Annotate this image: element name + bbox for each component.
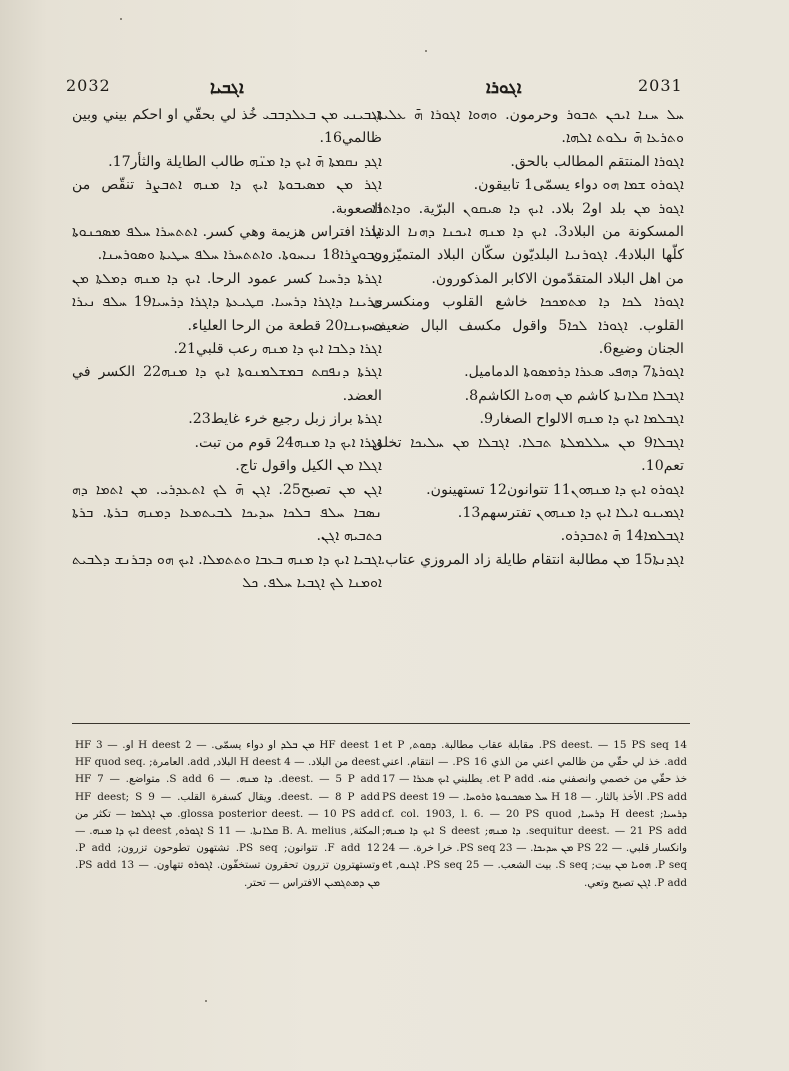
entry: ܐܓܡܝܢܘ ܐܝܠܐ ܐܝܟ ܕܐ ܡܢܗܘܢ تفترسهم13.: [457, 504, 684, 521]
footnotes-right: 14 PS deest. — 15 PS seq. مقابلة عقاب مطالبة. ܕܩܘܬ, et P add. خذ لي حقّي من ظالمي اعني من الذي 16 PS. — انتقام. اعني خذ حقّي من خصمي وانصفني منه. et P add. يطلبني ܐܝܟ ܣܥܪܐ — 17 PS add. الأخذ بالثار. — 18 H ܚܠ ܡܣܟܢܘܬܐ ܘܪܘܚܐ. — 19 PS deest ܕܪܚܝܐ; H deest ܕܪܚܝܐ, cf. col. 1903, l. 6. — 20 PS quod sequitur deest. — 21 PS add. ܕܐ ܡܢܗ; S deest ܐܝܟ ܕܐ ܡܢܗ; وانكسار قلبي. — 22 PS ܡܢ ܚܕܝܟܐ. — 23 PS seq. خرا خرة. — 24 P seq. ܗܘܝܐ ܡܢ بيت; S seq. بيت الشعب. — 25 PS seq. ܐܓܢܘ, et P add. ܐܓܢ تصبح وتعي.: [382, 739, 688, 889]
paper-speck: [425, 50, 427, 52]
entry: ܐܓܠܐ ܡܢ الكيل واقول تاج.: [235, 458, 382, 475]
entry: ܐܓܘܪ ܡܢ بلد او2 بلاد. ܐܝܟ ܕܐ ܣܝܩܘܢ البرّية. ܘܕܐܬܪܐ المسكونة من البلاد3. ܐܝܟ ܕܐ ܡܢܗ ܐܝܟܢܐ ܕܗܢܐ الدنيا كلّها البلاد4. ܐܓܘܪܢܝܐ البلديّون سكّان البلاد المتميّزون من اهل البلاد المتقدّمون الاكابر المذكورون.: [372, 200, 684, 287]
entry: ܐܓܢ ܡܢ تصبح25. ܐܓܢ ܗ̄ ܠܟ ܐܬܥܕܪܝ. ܡܢ ܐܬܡܐ ܕܗ ܢܣܒܐ ܚܠܦ ܒܠܟܐ ܚܕܝܟܐ ܠܒܝܬܡܥܐ ܕܡܢܗ ܒܪܬܐ. ܒܪܬܐ ܟܬܒܝܗ ܐܓܢ.: [72, 481, 382, 545]
paper-speck: [120, 18, 122, 20]
entry: ܚܠ ܚܢܐ ܐܝܟܢ ܬܒܘܪ وحرمون. ܘܗܘܐ ܐܓܘܪܐ ܗ̄ ܥܠܝܬܐ. ܘܬܪܥܐ ܗ̄ ܢܠܘܬ ܐܠܗܐ.: [372, 107, 684, 147]
entry: ܐܓܒܠܐ9 ܡܢ ܚܠܠܡܠܬܐ ܬܒܠܐ. ܐܓܒܠܐ ܡܢ ܚܠܝܟܐ تخلق تعم10.: [372, 434, 684, 475]
left-page-number: 2032: [66, 76, 111, 95]
entry: ܐܓܪܬܐ ܕܢܦܩܬ ܒܡܫܠܡܢܘܬܐ ܐܝܟ ܕܐ ܡܢܗ22 الكسر في العضد.: [72, 364, 382, 404]
footnote-divider: [72, 723, 690, 724]
entry: ܐܓܘܪܐ المنتقم المطالب بالحق.: [510, 153, 684, 170]
entry: ܐܓܘܪܘ ܐܝܟ ܕܐ ܡܢܗܘܢ11 تتوانون12 تستهينون.: [426, 481, 684, 498]
entry: ܐܓܒܠܡܐ14 ܗ̄ ܐܬܒܕܪܘ.: [560, 528, 684, 545]
entry: ܐܓܕ ܢܩܡܬܐ ܗ̄ ܐܝܟ ܕܐ ܡܢ̈ܗ طالب الطايلة والثأر17.: [108, 153, 382, 170]
paper-speck: [205, 1000, 207, 1002]
entry: ܐܓܪܐ ܐܝܟ ܕܐ ܡܢܗ24 قوم من تبت.: [194, 434, 382, 451]
entry: ܐܓܪ ܡܢ ܡܣܝܒܘܬܐ ܐܝܟ ܕܐ ܡܢܗ ܐܬܒܨܪ تنقّص من الصعوبة.: [72, 177, 382, 217]
right-column: [372, 104, 684, 572]
entry: ܐܓܒܝܢܝ ܡܢ ܒܥܠܕܒܒܝ خُذ لي بحقّي او احكم بيني وبين ظالمي16.: [72, 107, 382, 147]
entry: ܐܓܘܪܘ ܫܡܐ ܗܘ دواء يسمّى1 تابيقون.: [473, 177, 684, 194]
entry: ܐܓܪܬܐ براز زبل رجيع خرء غايط23.: [188, 411, 382, 428]
entry: ܐܓܘܪܬܐ7 ܕܗܦܝ ܣܥܪܐ ܕܪܡܣܘܬܐ الدماميل.: [464, 364, 684, 381]
right-running-head: ܐܓܘܪܐ: [486, 78, 522, 98]
entry: ܐܓܪܐ ܕܠܒܐ ܐܝܟ ܕܐ ܡܢܗ رعب قلبي21.: [173, 341, 382, 358]
left-running-head: ܐܓܒܝܐ: [210, 78, 244, 98]
entry: ܐܓܪܬܐ ܕܪܚܝܐ كسر عمود الرحا. ܐܝܟ ܕܐ ܡܢܗ ܕܡܠܬܐ ܡܢ ܩܪܝܢܐ ܕܐܓܪܐ ܕܪܚܝܐ. ܩܛܝܥܬܐ ܕܐܓܪܐ ܕܪܚܝܐ19 ܚܠܦ ܢܝܪܐ ܘܚܙܝܢܐ20 قطعة من الرحا العلياء.: [72, 270, 382, 334]
footnotes-left: 1 HF deest ܡܢ ܒܠܕ او دواء يسمّى. — 2 H deest او. — 3 HF deest من البلاد. — 4 H deest البلاد, add. العامرة; HF quod seq. deest. — 5 P add. ܕܐ ܡܢܗ. — 6 S add. متواضع. — 7 HF deest. — 8 P add. ويقال كسفرة القلب. — 9 HF deest; S glossa posterior deest. — 10 PS add. ܡܢ ܐܓܠܡܐ — تكثر من المكثة, B. A. melius ܩܠܐܢܬܐ. — 11 S ܐܓܘܪܘ, deest ܐܝܟ ܕܐ ܡܢܗ. — 12 F add. تتوانون; PS seq. تشتهون تطوحون تزرون; P add. وتستهترون تزرون تحقرون تستخفّون. ܐܓܘܪܘ تتهاون. — 13 PS add. ܡܢ ܕܡܬܓܡܝܢ الافتراس — تحتر.: [75, 739, 380, 889]
entry: ܐܓܕܢܬܐ15 ܡܢ مطالبة انتقام طايلة زاد المروزي عتاب.: [380, 551, 684, 568]
left-column: [72, 104, 382, 596]
entry: ܐܓܒܠܡܐ ܐܝܟ ܕܐ ܡܢܗ الالواح الصغار9.: [479, 411, 684, 428]
entry: ܐܓܘܪܐ ܠܟܐ ܕܐ ܡܬܡܟܟܐ خاشع القلوب ومنكسرى القلوب. ܐܓܘܪܐ ܠܟܐ5 واقول مكسف البال ضعيف الجنان وضيع6.: [372, 294, 684, 358]
right-page-number: 2031: [638, 76, 683, 95]
entry: ܐܓܒܠܐ ܩܠܐܢܬܐ كاشم ܡܢ ܗܘܝܐ الكاشم8.: [464, 387, 684, 404]
entry: ܐܓܪܐ افتراس هزيمة وهي كسر. ܐܬܬܚܪܐ ܚܠܦ ܡܣܟܢܘܬܐ ܘܒܘܨܪܐ18 ܢܝܚܘܬܐ. ܘܐܬܬܚܪܐ ܚܠܦ ܚܛܝܬܐ ܘܣܘܪܚܢܐ.: [72, 224, 382, 264]
entry: ܐܓܒܝܐ ܐܝܟ ܕܐ ܡܢܗ ܒܥܒܐ ܘܬܬܡܠܐ. ܐܝܟ ܗܘ ܕܒܪܢܫ ܕܠܒܝܬ ܐܘܡܢܐ ܠܟ ܐܓܒܝܐ ܚܠܦ. ܟܠ: [72, 551, 382, 592]
